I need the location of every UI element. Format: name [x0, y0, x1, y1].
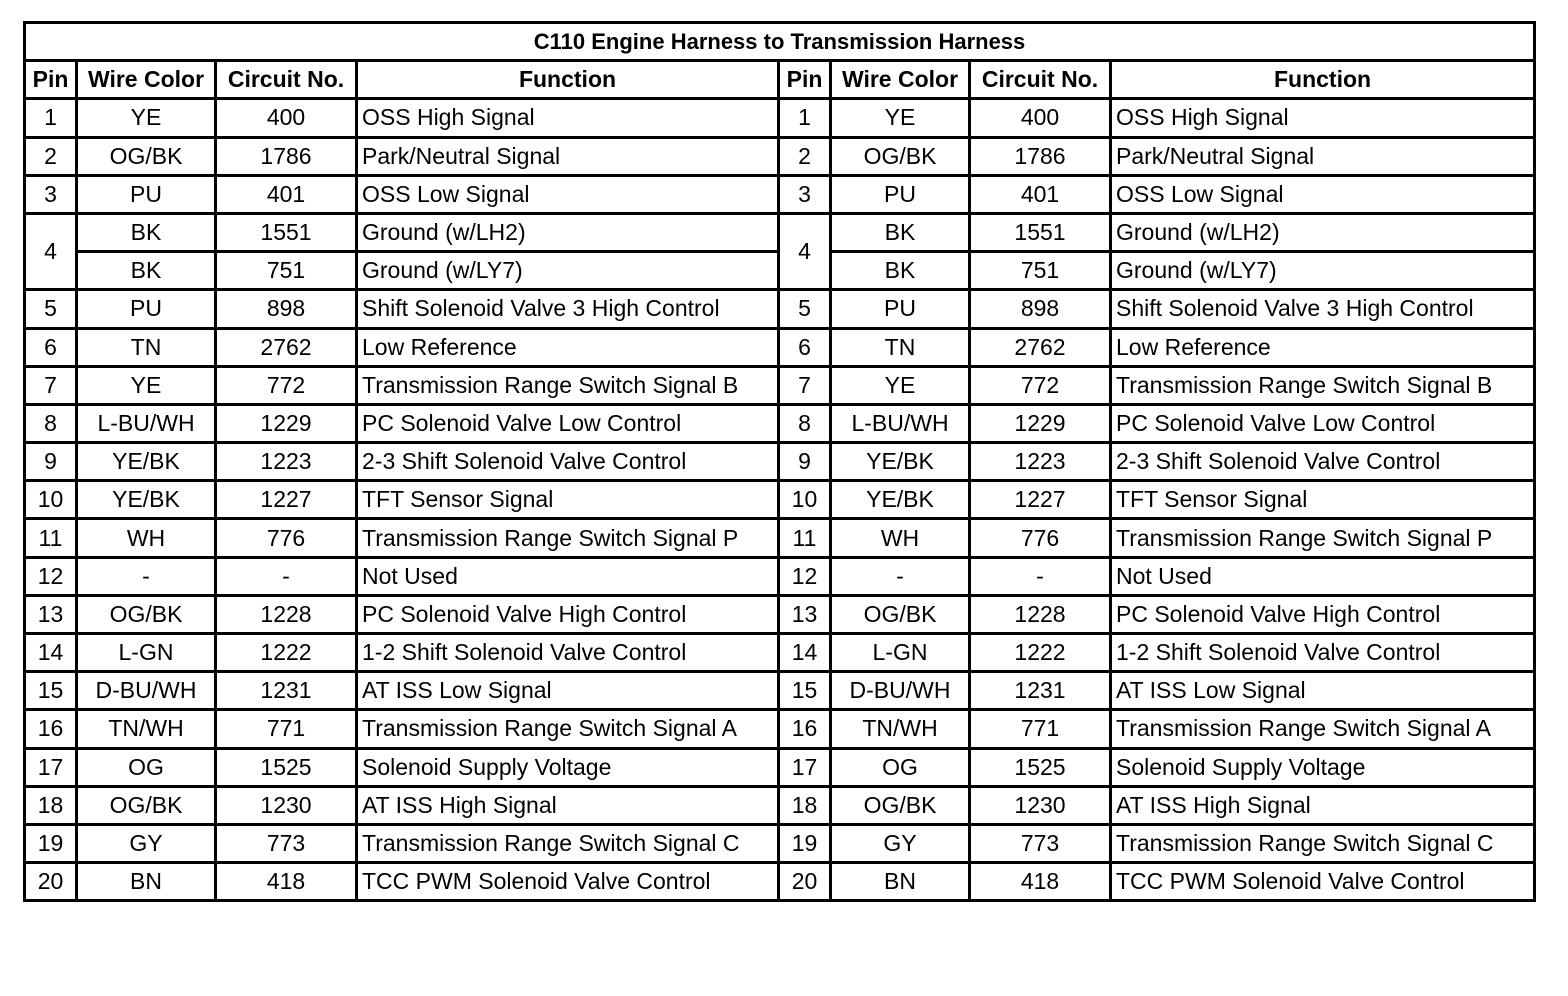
- pin-cell-left: 15: [25, 672, 77, 710]
- circuit-no-cell-right: 1525: [970, 748, 1111, 786]
- pin-cell-right: 19: [779, 824, 831, 862]
- function-cell-right: Ground (w/LH2): [1111, 213, 1535, 251]
- wire-color-cell-left: D-BU/WH: [77, 672, 216, 710]
- circuit-no-cell-right: 1231: [970, 672, 1111, 710]
- function-cell-right: Ground (w/LY7): [1111, 252, 1535, 290]
- wire-color-cell-left: OG/BK: [77, 786, 216, 824]
- circuit-no-cell-left: 1551: [216, 213, 357, 251]
- circuit-no-cell-right: 1228: [970, 595, 1111, 633]
- wire-color-cell-right: D-BU/WH: [831, 672, 970, 710]
- circuit-no-cell-right: 751: [970, 252, 1111, 290]
- wire-color-cell-right: BN: [831, 863, 970, 901]
- pin-cell-left: 11: [25, 519, 77, 557]
- pin-cell-right: 4: [779, 213, 831, 289]
- table-row: [25, 290, 1535, 328]
- function-cell-right: Not Used: [1111, 557, 1535, 595]
- pin-cell-right: 11: [779, 519, 831, 557]
- wire-color-cell-left: OG: [77, 748, 216, 786]
- function-cell-right: Park/Neutral Signal: [1111, 137, 1535, 175]
- wire-color-cell-right: YE/BK: [831, 481, 970, 519]
- wire-color-cell-left: TN: [77, 328, 216, 366]
- circuit-no-cell-right: 418: [970, 863, 1111, 901]
- function-cell-left: OSS High Signal: [357, 99, 779, 137]
- pin-cell-left: 5: [25, 290, 77, 328]
- function-cell-left: Park/Neutral Signal: [357, 137, 779, 175]
- function-cell-left: Ground (w/LH2): [357, 213, 779, 251]
- circuit-no-cell-left: 776: [216, 519, 357, 557]
- pin-cell-left: 14: [25, 634, 77, 672]
- circuit-no-cell-left: 2762: [216, 328, 357, 366]
- function-cell-right: TFT Sensor Signal: [1111, 481, 1535, 519]
- circuit-no-cell-left: 1525: [216, 748, 357, 786]
- pin-cell-right: 1: [779, 99, 831, 137]
- circuit-no-cell-right: 776: [970, 519, 1111, 557]
- wire-color-cell-left: BK: [77, 213, 216, 251]
- table-row: [25, 863, 1535, 901]
- function-cell-left: TCC PWM Solenoid Valve Control: [357, 863, 779, 901]
- circuit-no-cell-left: 771: [216, 710, 357, 748]
- circuit-no-cell-left: 751: [216, 252, 357, 290]
- circuit-no-cell-right: 1230: [970, 786, 1111, 824]
- function-cell-left: PC Solenoid Valve High Control: [357, 595, 779, 633]
- pin-cell-left: 1: [25, 99, 77, 137]
- wire-color-cell-left: BK: [77, 252, 216, 290]
- pin-cell-right: 6: [779, 328, 831, 366]
- pin-cell-right: 7: [779, 366, 831, 404]
- wire-color-cell-right: OG/BK: [831, 595, 970, 633]
- table-row: [25, 366, 1535, 404]
- wire-color-cell-left: GY: [77, 824, 216, 862]
- circuit-no-cell-left: 1222: [216, 634, 357, 672]
- wire-color-cell-left: YE: [77, 99, 216, 137]
- pin-cell-left: 4: [25, 213, 77, 289]
- circuit-no-cell-left: 1227: [216, 481, 357, 519]
- table-row: [25, 710, 1535, 748]
- pin-cell-left: 18: [25, 786, 77, 824]
- header-pin-left: Pin: [25, 61, 77, 99]
- table-row: [25, 175, 1535, 213]
- wire-color-cell-left: L-BU/WH: [77, 404, 216, 442]
- circuit-no-cell-left: 1230: [216, 786, 357, 824]
- table-title: C110 Engine Harness to Transmission Harness: [25, 23, 1535, 61]
- table-row: [25, 213, 1535, 251]
- circuit-no-cell-left: 772: [216, 366, 357, 404]
- wire-color-cell-right: PU: [831, 175, 970, 213]
- pin-cell-left: 16: [25, 710, 77, 748]
- pin-cell-right: 18: [779, 786, 831, 824]
- circuit-no-cell-left: -: [216, 557, 357, 595]
- circuit-no-cell-right: 898: [970, 290, 1111, 328]
- wire-color-cell-left: WH: [77, 519, 216, 557]
- function-cell-left: AT ISS High Signal: [357, 786, 779, 824]
- circuit-no-cell-left: 773: [216, 824, 357, 862]
- pin-cell-left: 3: [25, 175, 77, 213]
- function-cell-left: 2-3 Shift Solenoid Valve Control: [357, 443, 779, 481]
- function-cell-left: Transmission Range Switch Signal B: [357, 366, 779, 404]
- circuit-no-cell-left: 1229: [216, 404, 357, 442]
- wire-color-cell-right: WH: [831, 519, 970, 557]
- pin-cell-left: 10: [25, 481, 77, 519]
- function-cell-left: Ground (w/LY7): [357, 252, 779, 290]
- circuit-no-cell-right: 401: [970, 175, 1111, 213]
- pin-cell-left: 17: [25, 748, 77, 786]
- circuit-no-cell-left: 1223: [216, 443, 357, 481]
- wire-color-cell-right: BK: [831, 213, 970, 251]
- header-function-right: Function: [1111, 61, 1535, 99]
- table-row: [25, 137, 1535, 175]
- circuit-no-cell-right: 773: [970, 824, 1111, 862]
- pin-cell-left: 9: [25, 443, 77, 481]
- wire-color-cell-right: YE: [831, 366, 970, 404]
- wire-color-cell-left: PU: [77, 175, 216, 213]
- table-row: [25, 557, 1535, 595]
- function-cell-left: PC Solenoid Valve Low Control: [357, 404, 779, 442]
- header-function-left: Function: [357, 61, 779, 99]
- wire-color-cell-left: -: [77, 557, 216, 595]
- pin-cell-left: 19: [25, 824, 77, 862]
- circuit-no-cell-right: 1223: [970, 443, 1111, 481]
- wire-color-cell-right: TN: [831, 328, 970, 366]
- wire-color-cell-left: OG/BK: [77, 595, 216, 633]
- function-cell-right: 1-2 Shift Solenoid Valve Control: [1111, 634, 1535, 672]
- circuit-no-cell-right: 2762: [970, 328, 1111, 366]
- table-row: [25, 99, 1535, 137]
- wire-color-cell-right: GY: [831, 824, 970, 862]
- pin-cell-right: 3: [779, 175, 831, 213]
- circuit-no-cell-right: 1227: [970, 481, 1111, 519]
- wire-color-cell-left: YE/BK: [77, 443, 216, 481]
- table-row: [25, 328, 1535, 366]
- circuit-no-cell-left: 1231: [216, 672, 357, 710]
- header-row: [25, 61, 1535, 99]
- pin-cell-right: 20: [779, 863, 831, 901]
- wire-color-cell-right: YE/BK: [831, 443, 970, 481]
- function-cell-left: Low Reference: [357, 328, 779, 366]
- title-row: [25, 23, 1535, 61]
- function-cell-right: PC Solenoid Valve Low Control: [1111, 404, 1535, 442]
- function-cell-left: Transmission Range Switch Signal A: [357, 710, 779, 748]
- wire-color-cell-left: YE/BK: [77, 481, 216, 519]
- function-cell-left: AT ISS Low Signal: [357, 672, 779, 710]
- table-row: [25, 443, 1535, 481]
- circuit-no-cell-left: 1786: [216, 137, 357, 175]
- circuit-no-cell-left: 401: [216, 175, 357, 213]
- wire-color-cell-left: YE: [77, 366, 216, 404]
- wire-color-cell-right: OG/BK: [831, 786, 970, 824]
- wire-color-cell-right: PU: [831, 290, 970, 328]
- wire-color-cell-right: TN/WH: [831, 710, 970, 748]
- pin-cell-left: 6: [25, 328, 77, 366]
- table-row: [25, 634, 1535, 672]
- circuit-no-cell-right: 1551: [970, 213, 1111, 251]
- table-row: [25, 519, 1535, 557]
- function-cell-right: Transmission Range Switch Signal P: [1111, 519, 1535, 557]
- wire-color-cell-right: -: [831, 557, 970, 595]
- pin-cell-right: 12: [779, 557, 831, 595]
- function-cell-right: Transmission Range Switch Signal A: [1111, 710, 1535, 748]
- header-wire-color-right: Wire Color: [831, 61, 970, 99]
- wire-color-cell-right: L-BU/WH: [831, 404, 970, 442]
- pin-cell-right: 16: [779, 710, 831, 748]
- pin-cell-right: 9: [779, 443, 831, 481]
- function-cell-left: OSS Low Signal: [357, 175, 779, 213]
- pin-cell-left: 12: [25, 557, 77, 595]
- wire-color-cell-right: YE: [831, 99, 970, 137]
- table-row: [25, 481, 1535, 519]
- pin-cell-right: 10: [779, 481, 831, 519]
- table-body: [25, 99, 1535, 901]
- pin-cell-right: 15: [779, 672, 831, 710]
- function-cell-left: Shift Solenoid Valve 3 High Control: [357, 290, 779, 328]
- pin-cell-left: 8: [25, 404, 77, 442]
- function-cell-right: Transmission Range Switch Signal C: [1111, 824, 1535, 862]
- function-cell-right: PC Solenoid Valve High Control: [1111, 595, 1535, 633]
- table-row: [25, 786, 1535, 824]
- header-circuit-no-right: Circuit No.: [970, 61, 1111, 99]
- header-wire-color-left: Wire Color: [77, 61, 216, 99]
- function-cell-right: Transmission Range Switch Signal B: [1111, 366, 1535, 404]
- function-cell-left: Solenoid Supply Voltage: [357, 748, 779, 786]
- wire-color-cell-right: BK: [831, 252, 970, 290]
- circuit-no-cell-right: 400: [970, 99, 1111, 137]
- function-cell-right: Low Reference: [1111, 328, 1535, 366]
- table-row: [25, 672, 1535, 710]
- function-cell-right: TCC PWM Solenoid Valve Control: [1111, 863, 1535, 901]
- circuit-no-cell-left: 400: [216, 99, 357, 137]
- pin-cell-left: 20: [25, 863, 77, 901]
- pin-cell-left: 2: [25, 137, 77, 175]
- wire-color-cell-left: TN/WH: [77, 710, 216, 748]
- wire-color-cell-left: OG/BK: [77, 137, 216, 175]
- circuit-no-cell-left: 1228: [216, 595, 357, 633]
- circuit-no-cell-right: 771: [970, 710, 1111, 748]
- pin-cell-left: 7: [25, 366, 77, 404]
- function-cell-left: Transmission Range Switch Signal P: [357, 519, 779, 557]
- header-pin-right: Pin: [779, 61, 831, 99]
- pin-cell-right: 14: [779, 634, 831, 672]
- pin-cell-right: 5: [779, 290, 831, 328]
- table-row: [25, 595, 1535, 633]
- wire-color-cell-right: L-GN: [831, 634, 970, 672]
- function-cell-right: AT ISS High Signal: [1111, 786, 1535, 824]
- function-cell-right: OSS High Signal: [1111, 99, 1535, 137]
- header-circuit-no-left: Circuit No.: [216, 61, 357, 99]
- function-cell-right: OSS Low Signal: [1111, 175, 1535, 213]
- circuit-no-cell-right: 1229: [970, 404, 1111, 442]
- function-cell-left: Transmission Range Switch Signal C: [357, 824, 779, 862]
- circuit-no-cell-right: 1222: [970, 634, 1111, 672]
- pin-cell-right: 2: [779, 137, 831, 175]
- circuit-no-cell-right: 1786: [970, 137, 1111, 175]
- table-row: [25, 748, 1535, 786]
- circuit-no-cell-left: 418: [216, 863, 357, 901]
- wire-color-cell-left: BN: [77, 863, 216, 901]
- function-cell-right: AT ISS Low Signal: [1111, 672, 1535, 710]
- pin-cell-right: 8: [779, 404, 831, 442]
- pin-cell-right: 13: [779, 595, 831, 633]
- table-row: [25, 404, 1535, 442]
- harness-pinout-table: [23, 21, 1536, 902]
- wire-color-cell-right: OG: [831, 748, 970, 786]
- function-cell-left: Not Used: [357, 557, 779, 595]
- pin-cell-right: 17: [779, 748, 831, 786]
- wire-color-cell-left: PU: [77, 290, 216, 328]
- wire-color-cell-left: L-GN: [77, 634, 216, 672]
- function-cell-left: 1-2 Shift Solenoid Valve Control: [357, 634, 779, 672]
- function-cell-right: Shift Solenoid Valve 3 High Control: [1111, 290, 1535, 328]
- function-cell-right: Solenoid Supply Voltage: [1111, 748, 1535, 786]
- table-row: [25, 824, 1535, 862]
- circuit-no-cell-right: -: [970, 557, 1111, 595]
- function-cell-right: 2-3 Shift Solenoid Valve Control: [1111, 443, 1535, 481]
- function-cell-left: TFT Sensor Signal: [357, 481, 779, 519]
- circuit-no-cell-left: 898: [216, 290, 357, 328]
- wire-color-cell-right: OG/BK: [831, 137, 970, 175]
- pin-cell-left: 13: [25, 595, 77, 633]
- circuit-no-cell-right: 772: [970, 366, 1111, 404]
